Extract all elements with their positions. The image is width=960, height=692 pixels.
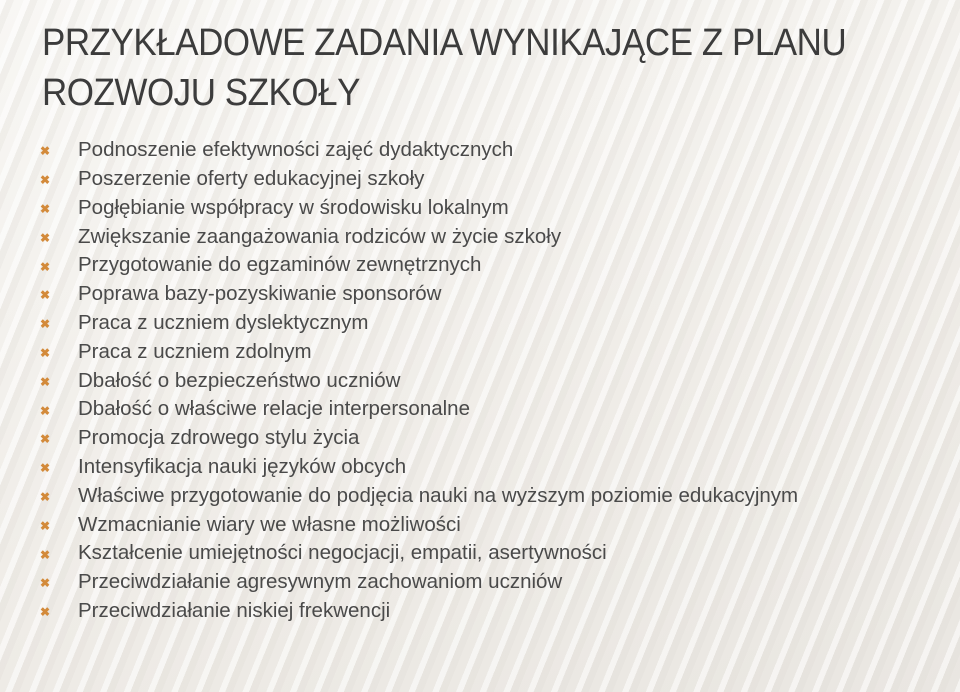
list-item-text: Dbałość o bezpieczeństwo uczniów <box>78 368 401 392</box>
list-item-text: Przeciwdziałanie niskiej frekwencji <box>78 598 391 622</box>
list-item <box>40 251 798 280</box>
x-mark-icon: ✖ <box>40 288 51 303</box>
list-item-text: Praca z uczniem dyslektycznym <box>78 310 369 334</box>
list-item <box>40 395 798 424</box>
x-mark-icon: ✖ <box>40 230 51 245</box>
list-item <box>40 222 798 251</box>
list-item <box>40 136 798 165</box>
list-item-text: Przygotowanie do egzaminów zewnętrznych <box>78 253 482 277</box>
list-item-text: Pogłębianie współpracy w środowisku lokalnym <box>78 195 509 219</box>
list-item <box>40 280 798 309</box>
list-item-text: Promocja zdrowego stylu życia <box>78 426 360 450</box>
list-item <box>40 338 798 367</box>
x-mark-icon: ✖ <box>40 432 51 447</box>
list-item-text: Wzmacnianie wiary we własne możliwości <box>78 512 461 536</box>
list-item <box>40 482 798 511</box>
x-mark-icon: ✖ <box>40 374 51 389</box>
list-item-text: Podnoszenie efektywności zajęć dydaktycznych <box>78 138 514 162</box>
list-item <box>40 597 798 626</box>
list-item <box>40 366 798 395</box>
list-item-text: Poprawa bazy-pozyskiwanie sponsorów <box>78 282 442 306</box>
list-item-text: Poszerzenie oferty edukacyjnej szkoły <box>78 166 425 190</box>
list-item-text: Zwiększanie zaangażowania rodziców w życie szkoły <box>78 224 562 248</box>
x-mark-icon: ✖ <box>40 461 51 476</box>
list-item-text: Właściwe przygotowanie do podjęcia nauki na wyższym poziomie edukacyjnym <box>78 483 799 507</box>
list-item-text: Przeciwdziałanie agresywnym zachowaniom uczniów <box>78 570 563 594</box>
x-mark-icon: ✖ <box>40 201 51 216</box>
list-item-text: Kształcenie umiejętności negocjacji, empatii, asertywności <box>78 541 607 565</box>
x-mark-icon: ✖ <box>40 489 51 504</box>
x-mark-icon: ✖ <box>40 576 51 591</box>
list-item <box>40 424 798 453</box>
bullet-list <box>40 136 798 626</box>
x-mark-icon: ✖ <box>40 317 51 332</box>
slide-title: PRZYKŁADOWE ZADANIA WYNIKAJĄCE Z PLANU ROZWOJU SZKOŁY <box>42 22 847 114</box>
x-mark-icon: ✖ <box>40 403 51 418</box>
x-mark-icon: ✖ <box>40 173 51 188</box>
list-item <box>40 194 798 223</box>
list-item <box>40 309 798 338</box>
list-item-text: Dbałość o właściwe relacje interpersonalne <box>78 397 470 421</box>
list-item <box>40 539 798 568</box>
list-item <box>40 165 798 194</box>
x-mark-icon: ✖ <box>40 259 51 274</box>
list-item <box>40 568 798 597</box>
list-item-text: Intensyfikacja nauki języków obcych <box>78 454 407 478</box>
list-item-text: Praca z uczniem zdolnym <box>78 339 312 363</box>
list-item <box>40 453 798 482</box>
list-item <box>40 510 798 539</box>
x-mark-icon: ✖ <box>40 345 51 360</box>
x-mark-icon: ✖ <box>40 144 51 159</box>
x-mark-icon: ✖ <box>40 605 51 620</box>
x-mark-icon: ✖ <box>40 518 51 533</box>
x-mark-icon: ✖ <box>40 547 51 562</box>
